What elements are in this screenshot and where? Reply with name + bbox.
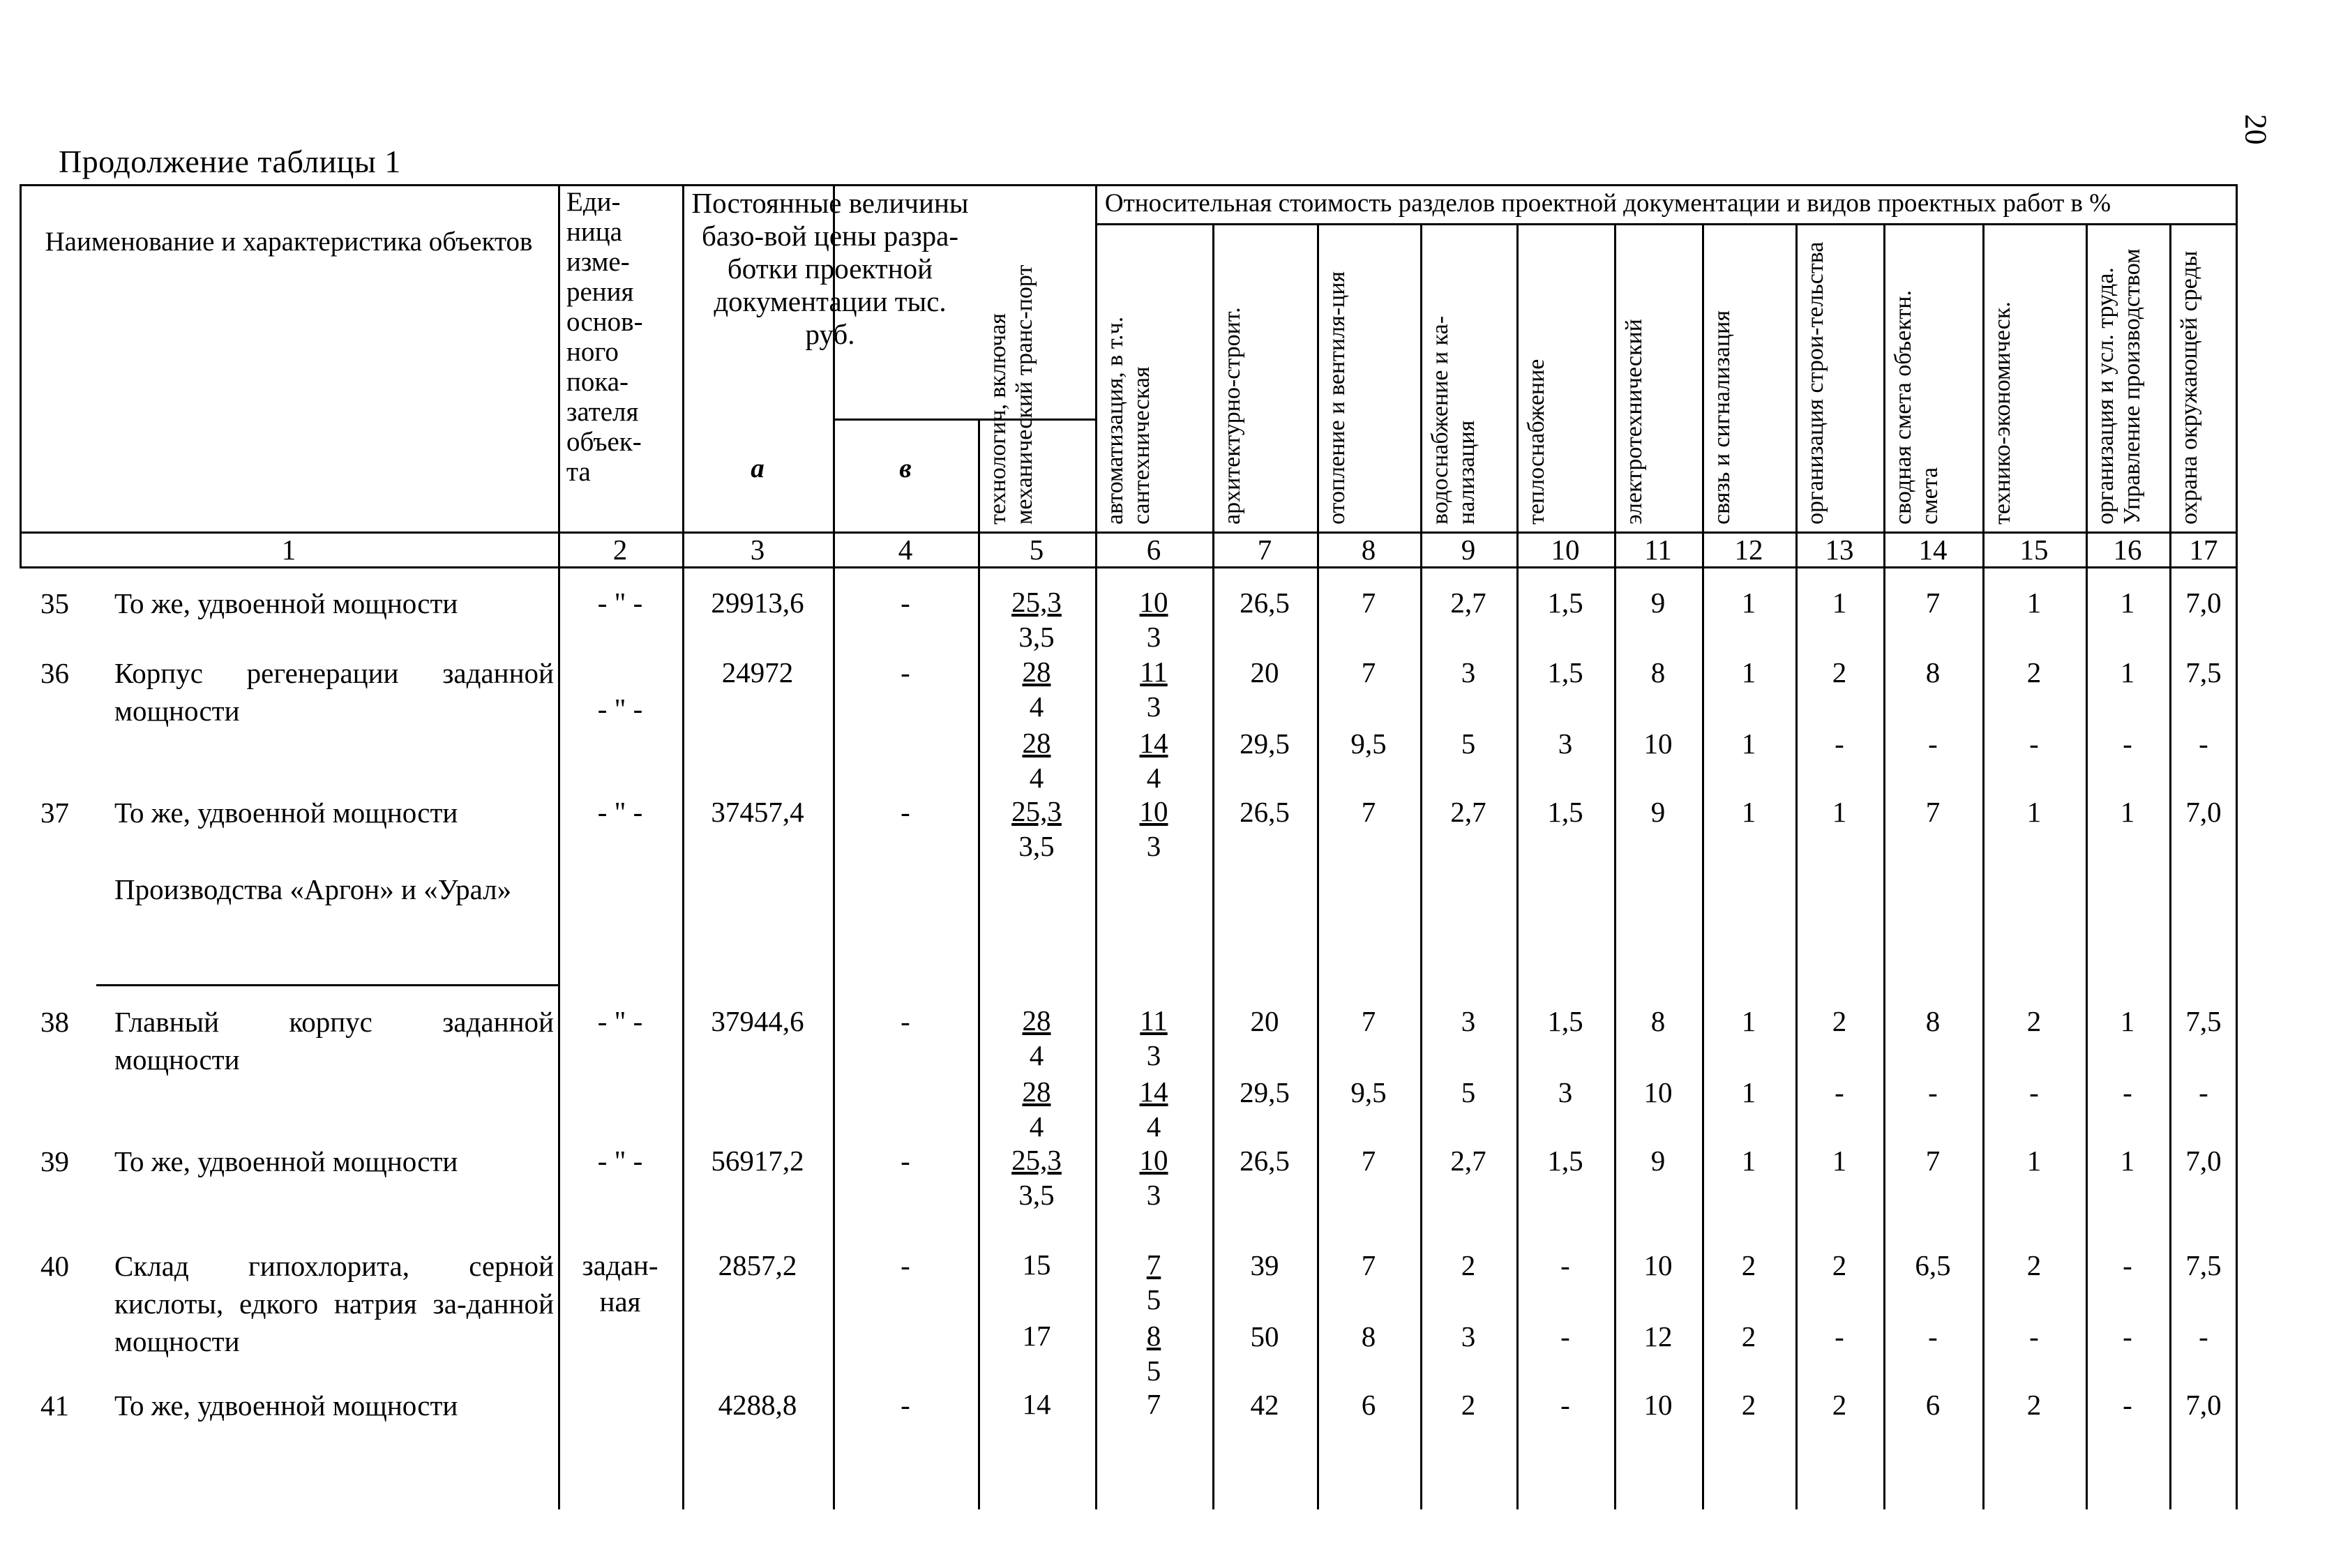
header-vertical-col-15: технико-экономическ. bbox=[1989, 301, 2015, 525]
row-const-b: - bbox=[901, 587, 910, 619]
column-divider bbox=[1614, 223, 1616, 1509]
row-col15: 2 bbox=[2026, 1389, 2042, 1421]
header-name-column: Наименование и характеристика объектов bbox=[45, 227, 533, 257]
row-col7: 42 bbox=[1250, 1389, 1279, 1421]
column-divider bbox=[1420, 223, 1422, 1509]
row-col13-alt: - bbox=[1835, 1320, 1844, 1352]
row-col11-alt: 10 bbox=[1643, 1076, 1673, 1108]
row-col5 bbox=[995, 585, 1078, 654]
column-number-9: 9 bbox=[1461, 534, 1476, 566]
row-col14: 6,5 bbox=[1915, 1249, 1951, 1281]
row-col16-alt: - bbox=[2123, 728, 2132, 760]
row-col15: 1 bbox=[2026, 796, 2042, 828]
row-col9-alt: 3 bbox=[1461, 1320, 1476, 1352]
row-col10: - bbox=[1560, 1249, 1570, 1281]
row-col12: 1 bbox=[1741, 656, 1756, 688]
header-vertical-col-13: организация строи-тельства bbox=[1802, 241, 1828, 525]
row-col5-numerator: 28 bbox=[1022, 1004, 1051, 1036]
column-number-3: 3 bbox=[750, 534, 765, 566]
cost-table bbox=[20, 184, 2238, 1509]
row-col6 bbox=[1112, 1003, 1196, 1073]
row-col6 bbox=[1112, 585, 1196, 654]
row-col10: 1,5 bbox=[1547, 796, 1583, 828]
row-col6-denominator: 5 bbox=[1146, 1283, 1161, 1316]
row-unit: - " - bbox=[597, 1005, 643, 1037]
row-const-a: 37944,6 bbox=[711, 1005, 804, 1037]
row-unit: задан- ная bbox=[582, 1249, 658, 1318]
row-col10-alt: - bbox=[1560, 1320, 1570, 1352]
column-divider bbox=[1212, 223, 1214, 1509]
column-divider bbox=[2086, 223, 2088, 1509]
row-col5-numerator: 25,3 bbox=[1011, 586, 1062, 618]
row-col6-denominator: 3 bbox=[1146, 621, 1161, 653]
header-vertical-col-10: теплоснабжение bbox=[1523, 359, 1549, 525]
row-col5 bbox=[995, 1003, 1078, 1073]
row-col13-alt: - bbox=[1835, 1076, 1844, 1108]
row-col14-alt: - bbox=[1928, 728, 1938, 760]
header-relative-cost: Относительная стоимость разделов проектной документации и видов проектных работ в % bbox=[1104, 189, 2111, 218]
row-col6-numerator: 7 bbox=[1146, 1249, 1161, 1281]
row-name: То же, удвоенной мощности bbox=[114, 587, 458, 619]
header-vertical-col-6: автоматизация, в т.ч. сантехническая bbox=[1102, 316, 1154, 525]
row-col6-alt bbox=[1112, 725, 1196, 795]
row-col14: 8 bbox=[1925, 1005, 1941, 1037]
column-divider bbox=[2169, 223, 2171, 1509]
row-col13: 1 bbox=[1832, 796, 1847, 828]
row-col14: 6 bbox=[1925, 1389, 1941, 1421]
column-divider bbox=[1795, 223, 1798, 1509]
row-col11: 10 bbox=[1643, 1389, 1673, 1421]
row-col8: 7 bbox=[1361, 1249, 1376, 1281]
row-col5-denominator: 3,5 bbox=[1018, 1179, 1055, 1211]
row-col15-alt: - bbox=[2029, 1076, 2039, 1108]
row-col11: 8 bbox=[1650, 1005, 1666, 1037]
row-col8-alt: 9,5 bbox=[1350, 1076, 1387, 1108]
row-unit: - " - bbox=[597, 796, 643, 828]
row-col9: 2,7 bbox=[1450, 1145, 1486, 1177]
column-number-10: 10 bbox=[1551, 534, 1580, 566]
row-col9: 3 bbox=[1461, 656, 1476, 688]
row-col7-alt: 29,5 bbox=[1240, 1076, 1290, 1108]
row-col14: 8 bbox=[1925, 656, 1941, 688]
row-col8: 7 bbox=[1361, 1005, 1376, 1037]
row-number: 38 bbox=[40, 1006, 69, 1038]
row-col17-alt: - bbox=[2199, 1076, 2208, 1108]
row-col7: 39 bbox=[1250, 1249, 1279, 1281]
row-col12: 1 bbox=[1741, 796, 1756, 828]
header-const-b: в bbox=[899, 453, 912, 483]
row-col5-denominator: 3,5 bbox=[1018, 830, 1055, 862]
row-col12-alt: 2 bbox=[1741, 1320, 1756, 1352]
row-const-a: 56917,2 bbox=[711, 1145, 804, 1177]
row-col6-alt-denominator: 4 bbox=[1146, 1110, 1161, 1143]
row-name: Корпус регенерации заданной мощности bbox=[114, 657, 554, 727]
row-col7: 26,5 bbox=[1240, 796, 1290, 828]
row-unit: - " - bbox=[597, 587, 643, 619]
row-col5 bbox=[995, 794, 1078, 864]
row-col5-alt bbox=[995, 1074, 1078, 1144]
row-col15-alt: - bbox=[2029, 728, 2039, 760]
header-vertical-col-14: сводная смета объектн. смета bbox=[1890, 290, 1943, 525]
row-col5-numerator: 28 bbox=[1022, 656, 1051, 688]
row-col6-alt-numerator: 14 bbox=[1139, 727, 1168, 759]
row-col13-alt: - bbox=[1835, 728, 1844, 760]
row-col15-alt: - bbox=[2029, 1320, 2039, 1352]
row-col17-alt: - bbox=[2199, 728, 2208, 760]
row-const-b: - bbox=[901, 656, 910, 688]
row-col6-denominator: 3 bbox=[1146, 1179, 1161, 1211]
row-col6-alt-denominator: 4 bbox=[1146, 762, 1161, 794]
column-number-13: 13 bbox=[1825, 534, 1854, 566]
row-col6 bbox=[1112, 1247, 1196, 1317]
row-col12-alt: 1 bbox=[1741, 728, 1756, 760]
column-divider bbox=[1883, 223, 1885, 1509]
row-const-a: 2857,2 bbox=[718, 1249, 797, 1281]
row-col11: 10 bbox=[1643, 1249, 1673, 1281]
row-col12: 1 bbox=[1741, 1145, 1756, 1177]
row-col12: 1 bbox=[1741, 587, 1756, 619]
row-col9-alt: 5 bbox=[1461, 1076, 1476, 1108]
row-number: 39 bbox=[40, 1145, 69, 1177]
page-number: 20 bbox=[2238, 114, 2273, 145]
row-col13: 2 bbox=[1832, 1389, 1847, 1421]
row-col5-alt-denominator: 4 bbox=[1029, 762, 1044, 794]
row-name: То же, удвоенной мощности bbox=[114, 797, 458, 829]
row-col10-alt: 3 bbox=[1558, 728, 1573, 760]
row-col13: 1 bbox=[1832, 1145, 1847, 1177]
row-col12-alt: 1 bbox=[1741, 1076, 1756, 1108]
row-col5: 15 bbox=[1022, 1249, 1051, 1281]
row-col11: 9 bbox=[1650, 796, 1666, 828]
row-col8: 6 bbox=[1361, 1389, 1376, 1421]
column-number-15: 15 bbox=[2019, 534, 2049, 566]
row-col5: 14 bbox=[1022, 1388, 1051, 1420]
row-col7: 26,5 bbox=[1240, 1145, 1290, 1177]
row-col5-denominator: 3,5 bbox=[1018, 621, 1055, 653]
row-const-a: 37457,4 bbox=[711, 796, 804, 828]
row-col5-numerator: 25,3 bbox=[1011, 1144, 1062, 1176]
row-col17-alt: - bbox=[2199, 1320, 2208, 1352]
row-col6-alt-numerator: 14 bbox=[1139, 1076, 1168, 1108]
row-col6-alt bbox=[1112, 1074, 1196, 1144]
row-col15: 1 bbox=[2026, 1145, 2042, 1177]
row-col9: 3 bbox=[1461, 1005, 1476, 1037]
table-right-border bbox=[2236, 184, 2238, 1509]
column-divider bbox=[1317, 223, 1319, 1509]
row-col6-numerator: 11 bbox=[1140, 656, 1168, 688]
row-col8: 7 bbox=[1361, 656, 1376, 688]
header-vertical-col-9: водоснабжение и ка-нализация bbox=[1427, 315, 1479, 525]
row-col6-alt-numerator: 8 bbox=[1146, 1320, 1161, 1352]
row-number: 37 bbox=[40, 797, 69, 829]
row-col17: 7,0 bbox=[2185, 587, 2222, 619]
row-number: 35 bbox=[40, 587, 69, 619]
row-name: Главный корпус заданной мощности bbox=[114, 1006, 554, 1076]
row-col5-alt-denominator: 4 bbox=[1029, 1110, 1044, 1143]
row-col8-alt: 8 bbox=[1361, 1320, 1376, 1352]
row-col10: 1,5 bbox=[1547, 587, 1583, 619]
row-col6-numerator: 11 bbox=[1140, 1004, 1168, 1036]
column-number-8: 8 bbox=[1361, 534, 1376, 566]
column-divider bbox=[1702, 223, 1704, 1509]
table-left-border bbox=[20, 184, 22, 566]
row-col9: 2 bbox=[1461, 1389, 1476, 1421]
header-vertical-col-5: технологич, включая механический транс-порт bbox=[985, 264, 1037, 525]
row-col9: 2 bbox=[1461, 1249, 1476, 1281]
header-const-column: Постоянные величины базо-вой цены разра-ботки проектной документации тыс. руб. bbox=[691, 187, 969, 350]
row-col14-alt: - bbox=[1928, 1320, 1938, 1352]
row-col11: 9 bbox=[1650, 587, 1666, 619]
row-const-a: 4288,8 bbox=[718, 1389, 797, 1421]
row-col5-alt-numerator: 28 bbox=[1022, 1076, 1051, 1108]
row-col6-numerator: 10 bbox=[1139, 795, 1168, 827]
section-title: Производства «Аргон» и «Урал» bbox=[114, 873, 512, 905]
row-col6 bbox=[1112, 654, 1196, 724]
row-col14: 7 bbox=[1925, 1145, 1941, 1177]
row-col16: - bbox=[2123, 1389, 2132, 1421]
row-col14-alt: - bbox=[1928, 1076, 1938, 1108]
row-col17: 7,5 bbox=[2185, 1249, 2222, 1281]
row-number: 40 bbox=[40, 1250, 69, 1282]
row-col13: 1 bbox=[1832, 587, 1847, 619]
row-col11-alt: 10 bbox=[1643, 728, 1673, 760]
row-const-a: 29913,6 bbox=[711, 587, 804, 619]
header-vertical-col-17: охрана окружающей среды bbox=[2176, 250, 2202, 525]
row-col10: 1,5 bbox=[1547, 1145, 1583, 1177]
row-col5 bbox=[995, 1143, 1078, 1212]
row-col10: 1,5 bbox=[1547, 1005, 1583, 1037]
header-group-divider bbox=[1095, 223, 2238, 225]
column-number-12: 12 bbox=[1734, 534, 1763, 566]
row-col11: 9 bbox=[1650, 1145, 1666, 1177]
row-col6-denominator: 3 bbox=[1146, 691, 1161, 723]
column-divider bbox=[978, 419, 980, 1509]
header-const-a: а bbox=[751, 453, 765, 483]
row-number: 41 bbox=[40, 1389, 69, 1422]
row-const-b: - bbox=[901, 1145, 910, 1177]
row-col6-alt bbox=[1112, 1318, 1196, 1388]
row-col13: 2 bbox=[1832, 1249, 1847, 1281]
row-col12: 1 bbox=[1741, 1005, 1756, 1037]
row-col13: 2 bbox=[1832, 656, 1847, 688]
continuation-title: Продолжение таблицы 1 bbox=[59, 144, 401, 179]
column-number-6: 6 bbox=[1146, 534, 1161, 566]
row-col15: 1 bbox=[2026, 587, 2042, 619]
row-col6-numerator: 10 bbox=[1139, 586, 1168, 618]
row-col10: 1,5 bbox=[1547, 656, 1583, 688]
row-col5-numerator: 25,3 bbox=[1011, 795, 1062, 827]
row-number: 36 bbox=[40, 657, 69, 689]
row-unit: - " - bbox=[597, 1145, 643, 1177]
row-col6-denominator: 3 bbox=[1146, 830, 1161, 862]
row-col6: 7 bbox=[1146, 1388, 1161, 1420]
row-name: То же, удвоенной мощности bbox=[114, 1145, 458, 1177]
row-col6-numerator: 10 bbox=[1139, 1144, 1168, 1176]
row-col17: 7,5 bbox=[2185, 656, 2222, 688]
row-col11: 8 bbox=[1650, 656, 1666, 688]
row-col7-alt: 50 bbox=[1250, 1320, 1279, 1352]
column-divider bbox=[1516, 223, 1519, 1509]
row-col12: 2 bbox=[1741, 1389, 1756, 1421]
row-col5-denominator: 4 bbox=[1029, 691, 1044, 723]
row-col9: 2,7 bbox=[1450, 796, 1486, 828]
column-divider bbox=[1095, 184, 1097, 1509]
row-col14: 7 bbox=[1925, 587, 1941, 619]
row-col6-alt-denominator: 5 bbox=[1146, 1355, 1161, 1387]
header-vertical-col-11: электротехнический bbox=[1621, 319, 1647, 525]
row-col7: 20 bbox=[1250, 656, 1279, 688]
row-col16: 1 bbox=[2120, 796, 2135, 828]
row-col16-alt: - bbox=[2123, 1320, 2132, 1352]
column-number-7: 7 bbox=[1257, 534, 1272, 566]
column-number-14: 14 bbox=[1918, 534, 1948, 566]
row-name: Склад гипохлорита, серной кислоты, едкого натрия за-данной мощности bbox=[114, 1250, 554, 1357]
row-name: То же, удвоенной мощности bbox=[114, 1389, 458, 1422]
row-col16-alt: - bbox=[2123, 1076, 2132, 1108]
header-vertical-col-7: архитектурно-строит. bbox=[1219, 307, 1245, 525]
row-const-b: - bbox=[901, 796, 910, 828]
column-number-5: 5 bbox=[1029, 534, 1044, 566]
row-col17: 7,0 bbox=[2185, 1145, 2222, 1177]
row-col8: 7 bbox=[1361, 1145, 1376, 1177]
column-number-1: 1 bbox=[281, 534, 296, 566]
row-col12: 2 bbox=[1741, 1249, 1756, 1281]
row-col17: 7,0 bbox=[2185, 796, 2222, 828]
row-col16: 1 bbox=[2120, 656, 2135, 688]
header-vertical-col-8: отопление и вентиля-ция bbox=[1324, 271, 1350, 525]
table-top-border bbox=[20, 184, 2238, 186]
row-col14: 7 bbox=[1925, 796, 1941, 828]
row-const-b: - bbox=[901, 1005, 910, 1037]
row-col16: 1 bbox=[2120, 1145, 2135, 1177]
column-number-11: 11 bbox=[1644, 534, 1672, 566]
row-col15: 2 bbox=[2026, 656, 2042, 688]
row-col10: - bbox=[1560, 1389, 1570, 1421]
row-col7: 20 bbox=[1250, 1005, 1279, 1037]
row-col5-alt bbox=[995, 725, 1078, 795]
row-const-a: 24972 bbox=[721, 656, 794, 688]
row-col5-alt-numerator: 28 bbox=[1022, 727, 1051, 759]
row-const-b: - bbox=[901, 1389, 910, 1421]
row-col6 bbox=[1112, 1143, 1196, 1212]
column-divider bbox=[682, 184, 684, 1509]
row-col17: 7,5 bbox=[2185, 1005, 2222, 1037]
column-number-2: 2 bbox=[612, 534, 628, 566]
row-col16: 1 bbox=[2120, 1005, 2135, 1037]
row-col7: 26,5 bbox=[1240, 587, 1290, 619]
column-number-16: 16 bbox=[2113, 534, 2142, 566]
row-col16: 1 bbox=[2120, 587, 2135, 619]
column-number-4: 4 bbox=[898, 534, 913, 566]
row-col13: 2 bbox=[1832, 1005, 1847, 1037]
row-col11-alt: 12 bbox=[1643, 1320, 1673, 1352]
row-col17: 7,0 bbox=[2185, 1389, 2222, 1421]
row-unit: - " - bbox=[597, 693, 643, 725]
header-unit-column: Еди- ница изме- рения основ- ного пока- зателя объек- та bbox=[566, 187, 643, 487]
column-number-17: 17 bbox=[2189, 534, 2218, 566]
row-col6-denominator: 3 bbox=[1146, 1039, 1161, 1071]
row-separator bbox=[96, 984, 558, 986]
header-vertical-col-12: связь и сигнализация bbox=[1709, 310, 1735, 525]
row-col5-alt: 17 bbox=[1022, 1320, 1051, 1352]
row-col5-denominator: 4 bbox=[1029, 1039, 1044, 1071]
row-col8-alt: 9,5 bbox=[1350, 728, 1387, 760]
row-col7-alt: 29,5 bbox=[1240, 728, 1290, 760]
row-col6 bbox=[1112, 794, 1196, 864]
header-vertical-col-16: организация и усл. труда. Управление производством bbox=[2093, 248, 2145, 525]
row-col15: 2 bbox=[2026, 1249, 2042, 1281]
row-col15: 2 bbox=[2026, 1005, 2042, 1037]
row-col16: - bbox=[2123, 1249, 2132, 1281]
row-col8: 7 bbox=[1361, 796, 1376, 828]
row-col10-alt: 3 bbox=[1558, 1076, 1573, 1108]
row-col9-alt: 5 bbox=[1461, 728, 1476, 760]
column-divider bbox=[833, 184, 835, 1509]
row-const-b: - bbox=[901, 1249, 910, 1281]
column-divider bbox=[1982, 223, 1985, 1509]
row-col9: 2,7 bbox=[1450, 587, 1486, 619]
row-col5 bbox=[995, 654, 1078, 724]
row-col8: 7 bbox=[1361, 587, 1376, 619]
